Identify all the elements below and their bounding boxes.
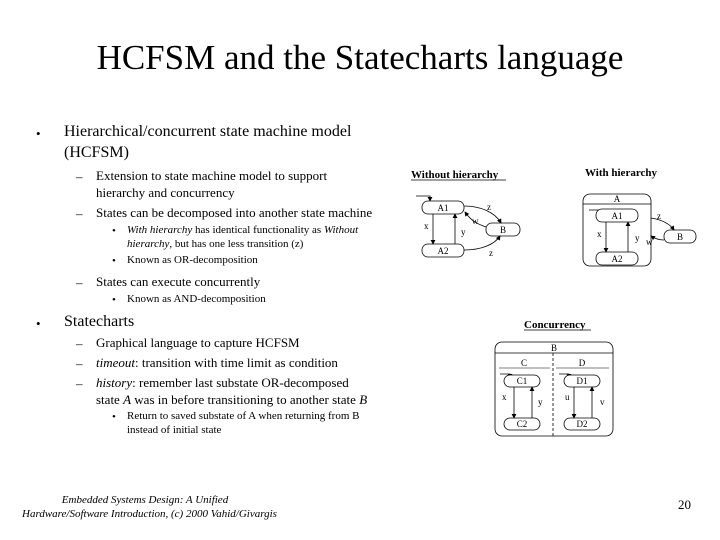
label-w: w	[472, 216, 479, 226]
label-v: v	[600, 397, 605, 407]
bullet-statecharts: Statecharts	[64, 313, 135, 330]
diagram-concurrency	[495, 319, 613, 436]
region-d-label: D	[578, 358, 586, 368]
label-u: u	[565, 392, 570, 402]
bullet-hcfsm-line1: Hierarchical/concurrent state machine model	[64, 123, 352, 140]
dash-marker: –	[76, 169, 83, 184]
state-d1-label: D1	[576, 376, 588, 386]
sub-extension-line2: hierarchy and concurrency	[96, 185, 235, 200]
label-x: x	[597, 229, 602, 239]
heading-with-hierarchy: With hierarchy	[585, 167, 658, 179]
bullet-marker: •	[112, 225, 116, 237]
slide-title: HCFSM and the Statecharts language	[96, 38, 624, 77]
dash-marker: –	[76, 376, 83, 391]
label-z-bottom: z	[489, 248, 493, 258]
bullet-marker: •	[112, 411, 116, 423]
sub-history-line2: state A was in before transitioning to another state B	[96, 392, 368, 407]
heading-without-hierarchy: Without hierarchy	[411, 169, 499, 181]
region-c-label: C	[520, 358, 528, 368]
diagram-with-hierarchy	[583, 167, 696, 266]
bullet-marker: •	[36, 126, 41, 141]
bullet-hcfsm-line2: (HCFSM)	[64, 144, 129, 161]
bullet-marker: •	[112, 255, 116, 267]
dash-marker: –	[76, 356, 83, 371]
state-a2-label: A2	[437, 246, 449, 256]
label-y: y	[635, 233, 640, 243]
sub-timeout: timeout: transition with time limit as condition	[96, 355, 338, 370]
sub-graphical: Graphical language to capture HCFSM	[96, 335, 300, 350]
superstate-a-label: A	[613, 194, 621, 204]
dash-marker: –	[76, 206, 83, 221]
label-x: x	[502, 392, 507, 402]
state-a1-label: A1	[437, 203, 449, 213]
label-z-top: z	[487, 202, 491, 212]
note-return-line1: Return to saved substate of A when returning from B	[127, 410, 360, 422]
state-b-label: B	[676, 232, 684, 242]
note-return-line2: instead of initial state	[127, 424, 222, 436]
state-a2-label: A2	[611, 254, 623, 264]
note-and-decomposition: Known as AND-decomposition	[127, 293, 266, 305]
sub-history-line1: history: remember last substate OR-decomposed	[96, 375, 349, 390]
footer-book-line2: Hardware/Software Introduction, (c) 2000 Vahid/Givargis	[22, 508, 277, 520]
label-y: y	[461, 227, 466, 237]
state-c2-label: C2	[516, 419, 528, 429]
dash-marker: –	[76, 275, 83, 290]
label-z: z	[657, 211, 661, 221]
dash-marker: –	[76, 336, 83, 351]
note-hierarchy-line1: With hierarchy has identical functionality as Without	[127, 224, 359, 236]
footer-book-line1: Embedded Systems Design: A Unified	[61, 494, 229, 506]
page-number: 20	[678, 497, 691, 512]
superstate-b-label: B	[550, 343, 558, 353]
note-hierarchy-line2: hierarchy, but has one less transition (z)	[127, 238, 304, 250]
state-a1-label: A1	[611, 211, 623, 221]
label-y: y	[538, 397, 543, 407]
sub-decomposed: States can be decomposed into another state machine	[96, 205, 373, 220]
bullet-marker: •	[112, 294, 116, 306]
label-x: x	[424, 221, 429, 231]
sub-concurrent: States can execute concurrently	[96, 274, 261, 289]
sub-extension-line1: Extension to state machine model to support	[96, 168, 328, 183]
bullet-marker: •	[36, 316, 41, 331]
state-b-label: B	[499, 225, 507, 235]
heading-concurrency: Concurrency	[524, 319, 586, 331]
state-c1-label: C1	[516, 376, 528, 386]
diagram-without-hierarchy	[411, 169, 520, 258]
state-d2-label: D2	[576, 419, 588, 429]
label-w: w	[646, 237, 653, 247]
note-or-decomposition: Known as OR-decomposition	[127, 254, 258, 266]
